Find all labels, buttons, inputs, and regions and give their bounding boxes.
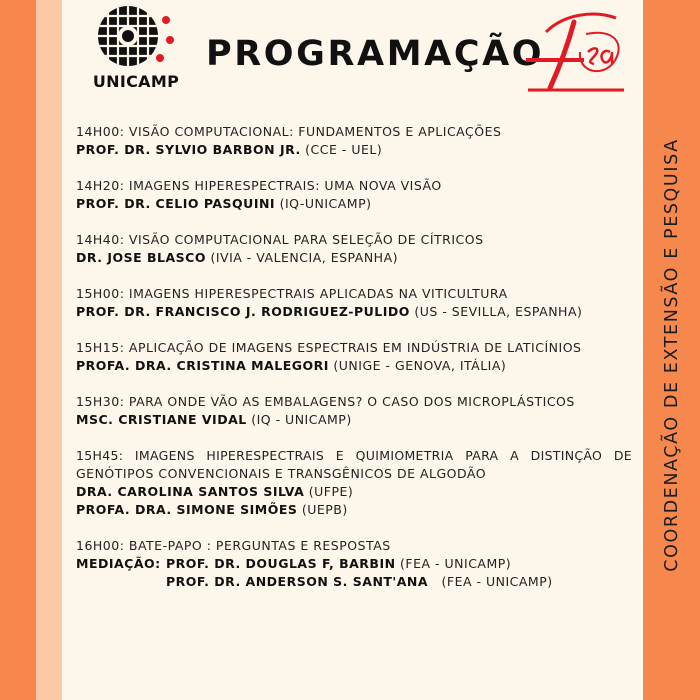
speaker-line	[76, 573, 632, 591]
speaker-name: PROFA. DRA. SIMONE SIMÕES	[76, 502, 298, 517]
speaker-line	[76, 249, 632, 267]
speaker-name: PROFA. DRA. CRISTINA MALEGORI	[76, 358, 329, 373]
speaker-affiliation: (UEPB)	[297, 502, 348, 517]
session-1515	[76, 339, 632, 375]
speaker-line	[76, 501, 632, 519]
speaker-affiliation: (UFPE)	[304, 484, 354, 499]
page-title: PROGRAMAÇÃO	[206, 34, 545, 74]
session-title: 15H30: PARA ONDE VÃO AS EMBALAGENS? O CASO DOS MICROPLÁSTICOS	[76, 394, 575, 409]
speaker-name: DRA. CAROLINA SANTOS SILVA	[76, 484, 305, 499]
speaker-name: PROF. DR. ANDERSON S. SANT'ANA	[166, 574, 429, 589]
session-title: 16H00: BATE-PAPO : PERGUNTAS E RESPOSTAS	[76, 538, 391, 553]
session-title: 14H40: VISÃO COMPUTACIONAL PARA SELEÇÃO DE CÍTRICOS	[76, 232, 484, 247]
session-1400	[76, 123, 632, 159]
speaker-affiliation: (IQ - UNICAMP)	[246, 412, 352, 427]
mediation-label: MEDIAÇÃO:	[76, 556, 161, 571]
fea-logo-icon	[524, 8, 628, 94]
session-title-line-2: GENÓTIPOS CONVENCIONAIS E TRANSGÊNICOS DE ALGODÃO	[76, 466, 487, 481]
speaker-affiliation: (IVIA - VALENCIA, ESPANHA)	[205, 250, 398, 265]
speaker-line	[76, 303, 632, 321]
speaker-name: DR. JOSE BLASCO	[76, 250, 206, 265]
speaker-affiliation: (CCE - UEL)	[300, 142, 383, 157]
fea-logo	[524, 8, 628, 94]
unicamp-emblem-icon	[94, 6, 178, 70]
session-1600	[76, 537, 632, 591]
unicamp-logo	[86, 6, 186, 98]
session-1545	[76, 447, 632, 519]
session-title-line-1: 15H45: IMAGENS HIPERESPECTRAIS E QUIMIOMETRIA PARA A DISTINÇÃO DE	[76, 448, 632, 463]
schedule-list	[76, 123, 632, 609]
speaker-affiliation: (FEA - UNICAMP)	[395, 556, 512, 571]
left-outer-stripe	[0, 0, 36, 700]
unicamp-wordmark: UNICAMP	[92, 72, 180, 91]
speaker-line	[76, 357, 632, 375]
side-caption: COORDENAÇÃO DE EXTENSÃO E PESQUISA	[662, 138, 682, 572]
session-title: 15H15: APLICAÇÃO DE IMAGENS ESPECTRAIS EM INDÚSTRIA DE LATICÍNIOS	[76, 340, 582, 355]
session-title: 15H00: IMAGENS HIPERESPECTRAIS APLICADAS NA VITICULTURA	[76, 286, 508, 301]
speaker-line	[76, 141, 632, 159]
speaker-line	[76, 483, 632, 501]
speaker-affiliation: (FEA - UNICAMP)	[428, 574, 553, 589]
session-1440	[76, 231, 632, 267]
speaker-name: PROF. DR. SYLVIO BARBON JR.	[76, 142, 301, 157]
session-1500	[76, 285, 632, 321]
speaker-affiliation: (IQ-UNICAMP)	[275, 196, 372, 211]
speaker-line	[76, 411, 632, 429]
speaker-affiliation: (UNIGE - GENOVA, ITÁLIA)	[328, 358, 507, 373]
speaker-name: PROF. DR. FRANCISCO J. RODRIGUEZ-PULIDO	[76, 304, 410, 319]
speaker-name: PROF. DR. DOUGLAS F, BARBIN	[166, 556, 396, 571]
speaker-line	[76, 195, 632, 213]
session-1420	[76, 177, 632, 213]
left-inner-stripe	[36, 0, 62, 700]
mediation-line	[76, 555, 632, 573]
session-1530	[76, 393, 632, 429]
speaker-name: MSC. CRISTIANE VIDAL	[76, 412, 247, 427]
speaker-name: PROF. DR. CELIO PASQUINI	[76, 196, 276, 211]
session-title: 14H00: VISÃO COMPUTACIONAL: FUNDAMENTOS E APLICAÇÕES	[76, 124, 502, 139]
speaker-affiliation: (US - SEVILLA, ESPANHA)	[409, 304, 583, 319]
session-title: 14H20: IMAGENS HIPERESPECTRAIS: UMA NOVA VISÃO	[76, 178, 442, 193]
